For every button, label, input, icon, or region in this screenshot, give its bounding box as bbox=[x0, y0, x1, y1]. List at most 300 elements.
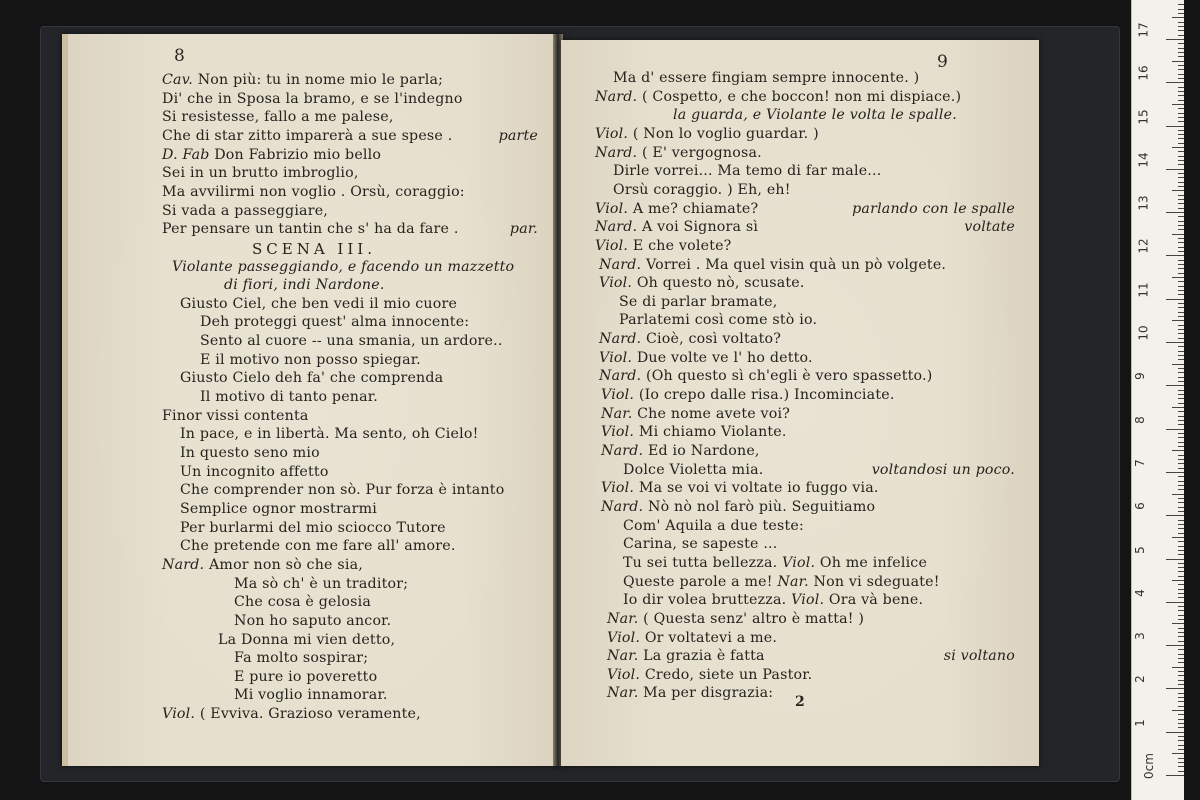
signature-mark: 2 bbox=[795, 694, 805, 710]
ruler-tick bbox=[1178, 701, 1184, 702]
text-line bbox=[180, 538, 456, 554]
text-line bbox=[180, 464, 329, 480]
text-line bbox=[619, 294, 777, 310]
ruler-tick bbox=[1178, 511, 1184, 512]
text-line bbox=[234, 613, 391, 629]
line-text: Orsù coraggio. ) Eh, eh! bbox=[613, 181, 791, 198]
line-text: Cioè, così voltato? bbox=[645, 331, 782, 348]
ruler-tick bbox=[1172, 147, 1184, 148]
line-text: Per burlarmi del mio sciocco Tutore bbox=[180, 519, 446, 536]
speaker-label: Nard. bbox=[595, 219, 638, 236]
text-line bbox=[180, 296, 457, 312]
ruler-tick bbox=[1178, 273, 1184, 274]
ruler-tick bbox=[1178, 411, 1184, 412]
text-line bbox=[601, 387, 895, 403]
ruler-tick bbox=[1178, 294, 1184, 295]
ruler-tick bbox=[1178, 520, 1184, 521]
text-line bbox=[234, 594, 371, 610]
ruler-tick bbox=[1178, 74, 1184, 75]
text-line bbox=[200, 352, 421, 368]
ruler-tick bbox=[1166, 559, 1184, 560]
ruler-tick bbox=[1178, 281, 1184, 282]
text-line bbox=[595, 201, 758, 217]
ruler-tick bbox=[1178, 584, 1184, 585]
line-text: E il motivo non posso spiegar. bbox=[200, 351, 421, 368]
ruler-tick bbox=[1178, 468, 1184, 469]
ruler-label: 3 bbox=[1132, 632, 1147, 640]
text-line bbox=[162, 109, 394, 125]
line-text: Che cosa è gelosia bbox=[234, 594, 371, 611]
line-text: Di' che in Sposa la bramo, e se l'indegno bbox=[162, 90, 463, 107]
ruler-tick bbox=[1178, 745, 1184, 746]
ruler-tick bbox=[1178, 662, 1184, 663]
line-text: ( E' vergognosa. bbox=[641, 144, 762, 161]
line-text: Che di star zitto imparerà a sue spese . bbox=[162, 127, 453, 144]
line-text: E che volete? bbox=[632, 237, 732, 254]
ruler-tick bbox=[1172, 494, 1184, 495]
ruler-tick bbox=[1178, 238, 1184, 239]
page-number-left: 8 bbox=[174, 46, 185, 66]
ruler-tick bbox=[1172, 277, 1184, 278]
ruler-tick bbox=[1178, 164, 1184, 165]
line-text: Ma d' essere fingiam sempre innocente. ) bbox=[613, 70, 920, 86]
line-text: ( Cospetto, e che boccon! non mi dispiace.) bbox=[641, 88, 962, 105]
ruler-tick bbox=[1178, 723, 1184, 724]
ruler-tick bbox=[1172, 320, 1184, 321]
text-line bbox=[613, 163, 881, 179]
ruler-tick bbox=[1178, 113, 1184, 114]
line-text: (Io crepo dalle risa.) Incominciate. bbox=[638, 387, 895, 404]
text-line bbox=[180, 370, 443, 386]
ruler-tick bbox=[1178, 303, 1184, 304]
ruler-tick bbox=[1178, 455, 1184, 456]
text-line bbox=[601, 443, 760, 459]
ruler-tick bbox=[1172, 623, 1184, 624]
ruler-tick bbox=[1166, 342, 1184, 343]
ruler-tick bbox=[1178, 156, 1184, 157]
text-line bbox=[224, 277, 385, 293]
line-text: Mi voglio innamorar. bbox=[234, 687, 388, 704]
line-text: Semplice ognor mostrarmi bbox=[180, 500, 377, 517]
line-text: E pure io poveretto bbox=[234, 668, 378, 685]
ruler-tick bbox=[1178, 229, 1184, 230]
speaker-label: Nard. bbox=[599, 256, 642, 273]
speaker-label: Viol. bbox=[607, 629, 641, 646]
ruler-tick bbox=[1178, 91, 1184, 92]
ruler-tick bbox=[1178, 528, 1184, 529]
text-line bbox=[607, 667, 812, 683]
ruler-tick bbox=[1166, 126, 1184, 127]
text-line bbox=[613, 70, 919, 86]
ruler-tick bbox=[1178, 641, 1184, 642]
text-line bbox=[180, 426, 479, 442]
ruler-tick bbox=[1178, 394, 1184, 395]
ruler-tick bbox=[1178, 43, 1184, 44]
ruler-label: 9 bbox=[1132, 372, 1147, 381]
text-line bbox=[623, 555, 927, 571]
ruler-tick bbox=[1178, 130, 1184, 131]
speaker-label: Nar. bbox=[607, 610, 639, 627]
speaker-label: Viol. bbox=[595, 200, 629, 217]
line-text: Giusto Ciel, che ben vedi il mio cuore bbox=[180, 295, 458, 312]
ruler-tick bbox=[1178, 403, 1184, 404]
ruler-tick bbox=[1178, 606, 1184, 607]
ruler-tick bbox=[1178, 87, 1184, 88]
speaker-label: Nar. bbox=[777, 573, 809, 590]
speaker-label: Viol. bbox=[162, 706, 196, 723]
ruler-tick bbox=[1178, 727, 1184, 728]
ruler-tick bbox=[1178, 610, 1184, 611]
ruler-tick bbox=[1166, 299, 1184, 300]
ruler-tick bbox=[1166, 472, 1184, 473]
ruler-tick bbox=[1178, 199, 1184, 200]
ruler-tick bbox=[1178, 186, 1184, 187]
speaker-label: Viol. bbox=[791, 592, 825, 609]
ruler-tick bbox=[1178, 697, 1184, 698]
ruler-label: 12 bbox=[1136, 238, 1151, 255]
ruler-label: 2 bbox=[1132, 675, 1147, 684]
ruler-tick bbox=[1178, 346, 1184, 347]
text-line bbox=[162, 706, 421, 722]
line-text: Credo, siete un Pastor. bbox=[644, 666, 813, 683]
stage-direction: voltate bbox=[964, 219, 1015, 236]
ruler-tick bbox=[1178, 563, 1184, 564]
ruler-tick bbox=[1178, 576, 1184, 577]
ruler-tick bbox=[1178, 740, 1184, 741]
text-line bbox=[218, 632, 395, 648]
text-line bbox=[607, 630, 777, 646]
ruler-tick bbox=[1178, 143, 1184, 144]
ruler-tick bbox=[1178, 203, 1184, 204]
ruler-label: 14 bbox=[1136, 152, 1151, 168]
ruler-tick bbox=[1178, 355, 1184, 356]
ruler-tick bbox=[1166, 212, 1184, 213]
text-line bbox=[252, 240, 376, 258]
ruler-tick bbox=[1178, 52, 1184, 53]
ruler-tick bbox=[1172, 667, 1184, 668]
line-text: Ma avvilirmi non voglio . Orsù, coraggio: bbox=[162, 183, 465, 200]
ruler-tick bbox=[1166, 732, 1184, 733]
text-line bbox=[607, 611, 864, 627]
ruler-tick bbox=[1178, 593, 1184, 594]
text-line bbox=[601, 406, 790, 422]
ruler-tick bbox=[1178, 524, 1184, 525]
ruler-tick bbox=[1178, 766, 1184, 767]
line-text: Sento al cuore -- una smania, un ardore.. bbox=[200, 333, 503, 350]
ruler-tick bbox=[1178, 100, 1184, 101]
ruler-tick bbox=[1178, 338, 1184, 339]
speaker-label: Nar. bbox=[607, 648, 639, 665]
ruler-tick bbox=[1178, 333, 1184, 334]
ruler-tick bbox=[1178, 377, 1184, 378]
ruler-tick bbox=[1178, 615, 1184, 616]
text-line bbox=[200, 333, 503, 349]
ruler-tick bbox=[1178, 4, 1184, 5]
line-text: Don Fabrizio mio bello bbox=[214, 146, 382, 163]
line-text: Nò nò nol farò più. Seguitiamo bbox=[647, 498, 876, 515]
left-page bbox=[62, 34, 562, 766]
ruler-tick bbox=[1178, 48, 1184, 49]
text-line bbox=[200, 314, 469, 330]
ruler-tick bbox=[1178, 619, 1184, 620]
text-line bbox=[595, 89, 961, 105]
text-line bbox=[180, 501, 377, 517]
scene-heading: SCENA III. bbox=[252, 239, 376, 258]
stage-direction: si voltano bbox=[943, 648, 1015, 665]
ruler-tick bbox=[1166, 429, 1184, 430]
line-text: La Donna mi vien detto, bbox=[218, 631, 396, 648]
ruler-label: 13 bbox=[1136, 195, 1151, 211]
text-line bbox=[162, 203, 328, 219]
ruler-tick bbox=[1172, 104, 1184, 105]
ruler-tick bbox=[1178, 65, 1184, 66]
text-line bbox=[599, 275, 805, 291]
ruler-tick bbox=[1178, 628, 1184, 629]
line-text: Com' Aquila a due teste: bbox=[623, 517, 804, 534]
ruler-tick bbox=[1172, 580, 1184, 581]
ruler-tick bbox=[1178, 195, 1184, 196]
line-text: Ma se voi vi voltate io fuggo via. bbox=[638, 480, 879, 497]
ruler-tick bbox=[1178, 533, 1184, 534]
ruler-tick bbox=[1178, 160, 1184, 161]
ruler-tick bbox=[1178, 719, 1184, 720]
speaker-label: Viol. bbox=[601, 387, 635, 404]
ruler-label: 17 bbox=[1136, 22, 1151, 38]
stage-direction: parlando con le spalle bbox=[852, 200, 1015, 217]
text-line bbox=[234, 669, 377, 685]
line-text: Non ho saputo ancor. bbox=[234, 612, 392, 629]
text-line bbox=[601, 480, 879, 496]
ruler-tick bbox=[1178, 489, 1184, 490]
ruler-tick bbox=[1178, 459, 1184, 460]
ruler-tick bbox=[1178, 329, 1184, 330]
text-line bbox=[623, 518, 804, 534]
text-line bbox=[601, 499, 875, 515]
ruler-tick bbox=[1178, 95, 1184, 96]
ruler-tick bbox=[1178, 632, 1184, 633]
ruler-tick bbox=[1178, 433, 1184, 434]
ruler-tick bbox=[1178, 771, 1184, 772]
measurement-ruler bbox=[1131, 0, 1184, 800]
text-line bbox=[613, 182, 791, 198]
line-text: (Oh questo sì ch'egli è vero spassetto.) bbox=[645, 368, 933, 385]
ruler-tick bbox=[1178, 264, 1184, 265]
ruler-tick bbox=[1178, 420, 1184, 421]
line-text: Oh me infelice bbox=[819, 554, 928, 571]
ruler-label: 16 bbox=[1136, 65, 1151, 81]
speaker-label: Viol. bbox=[595, 237, 629, 254]
ruler-tick bbox=[1166, 602, 1184, 603]
stage-direction: voltandosi un poco. bbox=[871, 461, 1015, 478]
line-text: Se di parlar bramate, bbox=[619, 293, 778, 310]
ruler-tick bbox=[1166, 515, 1184, 516]
text-line bbox=[607, 648, 765, 664]
ruler-tick bbox=[1178, 498, 1184, 499]
speaker-label: Nard. bbox=[595, 88, 638, 105]
ruler-tick bbox=[1172, 450, 1184, 451]
speaker-label: Nard. bbox=[162, 556, 205, 573]
ruler-tick bbox=[1178, 251, 1184, 252]
line-text: Oh questo nò, scusate. bbox=[636, 275, 805, 292]
line-text: Non vi sdeguate! bbox=[813, 573, 940, 590]
text-line bbox=[623, 536, 777, 552]
ruler-tick bbox=[1178, 541, 1184, 542]
text-line bbox=[162, 91, 463, 107]
speaker-label: Viol. bbox=[782, 554, 816, 571]
ruler-tick bbox=[1166, 255, 1184, 256]
ruler-tick bbox=[1178, 485, 1184, 486]
ruler-tick bbox=[1166, 82, 1184, 83]
ruler-tick bbox=[1178, 758, 1184, 759]
ruler-tick bbox=[1166, 169, 1184, 170]
ruler-tick bbox=[1178, 736, 1184, 737]
line-text: Parlatemi così come stò io. bbox=[619, 312, 818, 329]
line-text: Vorrei . Ma quel visin quà un pò volgete. bbox=[645, 256, 947, 273]
ruler-tick bbox=[1178, 463, 1184, 464]
ruler-tick bbox=[1166, 645, 1184, 646]
text-line bbox=[180, 482, 504, 498]
ruler-tick bbox=[1166, 688, 1184, 689]
line-text: Sei in un brutto imbroglio, bbox=[162, 165, 359, 182]
text-line bbox=[595, 145, 762, 161]
ruler-tick bbox=[1166, 385, 1184, 386]
ruler-tick bbox=[1178, 680, 1184, 681]
ruler-tick bbox=[1178, 507, 1184, 508]
line-text: A voi Signora sì bbox=[641, 219, 759, 236]
ruler-label: 15 bbox=[1136, 108, 1151, 125]
ruler-tick bbox=[1178, 693, 1184, 694]
line-text: Dolce Violetta mia. bbox=[623, 461, 764, 478]
ruler-tick bbox=[1178, 30, 1184, 31]
ruler-tick bbox=[1178, 571, 1184, 572]
ruler-tick bbox=[1166, 39, 1184, 40]
text-line bbox=[162, 408, 309, 424]
line-text: In pace, e in libertà. Ma sento, oh Cielo! bbox=[180, 426, 479, 443]
ruler-tick bbox=[1178, 117, 1184, 118]
ruler-tick bbox=[1178, 567, 1184, 568]
ruler-label: 11 bbox=[1136, 282, 1151, 298]
ruler-tick bbox=[1178, 636, 1184, 637]
line-text: Amor non sò che sia, bbox=[208, 556, 363, 573]
ruler-tick bbox=[1178, 151, 1184, 152]
ruler-tick bbox=[1178, 221, 1184, 222]
text-line bbox=[623, 592, 923, 608]
text-line bbox=[595, 238, 732, 254]
ruler-tick bbox=[1178, 56, 1184, 57]
line-text: ( Non lo voglio guardar. ) bbox=[632, 125, 819, 142]
stage-direction: parte bbox=[498, 127, 538, 144]
line-text: Queste parole a me! bbox=[623, 573, 773, 590]
ruler-tick bbox=[1172, 61, 1184, 62]
text-line bbox=[599, 257, 946, 273]
line-text: Io dir volea bruttezza. bbox=[623, 592, 787, 609]
text-line bbox=[623, 574, 940, 590]
line-text: Ma per disgrazia: bbox=[643, 685, 774, 702]
line-text: Deh proteggi quest' alma innocente: bbox=[200, 314, 470, 331]
ruler-label: 4 bbox=[1132, 588, 1147, 597]
speaker-label: Viol. bbox=[601, 424, 635, 441]
ruler-tick bbox=[1172, 234, 1184, 235]
ruler-tick bbox=[1178, 182, 1184, 183]
line-text: A me? chiamate? bbox=[632, 200, 759, 217]
line-text: La grazia è fatta bbox=[643, 648, 765, 665]
text-line bbox=[162, 128, 452, 144]
ruler-tick bbox=[1178, 481, 1184, 482]
speaker-label: Viol. bbox=[601, 480, 635, 497]
speaker-label: D. Fab bbox=[162, 146, 210, 163]
text-line bbox=[595, 219, 758, 235]
ruler-tick bbox=[1178, 658, 1184, 659]
ruler-tick bbox=[1178, 216, 1184, 217]
text-line bbox=[234, 576, 408, 592]
ruler-tick bbox=[1178, 22, 1184, 23]
text-line bbox=[599, 331, 781, 347]
ruler-tick bbox=[1178, 649, 1184, 650]
line-text: Per pensare un tantin che s' ha da fare . bbox=[162, 221, 459, 238]
ruler-tick bbox=[1178, 9, 1184, 10]
line-text: Giusto Cielo deh fa' che comprenda bbox=[180, 370, 444, 387]
ruler-tick bbox=[1178, 675, 1184, 676]
ruler-tick bbox=[1178, 312, 1184, 313]
ruler-tick bbox=[1178, 372, 1184, 373]
ruler-tick bbox=[1178, 671, 1184, 672]
text-line bbox=[162, 184, 465, 200]
ruler-tick bbox=[1172, 710, 1184, 711]
ruler-tick bbox=[1178, 177, 1184, 178]
ruler-tick bbox=[1172, 190, 1184, 191]
ruler-tick bbox=[1178, 26, 1184, 27]
ruler-tick bbox=[1178, 706, 1184, 707]
ruler-tick bbox=[1178, 437, 1184, 438]
text-line bbox=[607, 685, 773, 701]
ruler-tick bbox=[1178, 35, 1184, 36]
ruler-tick bbox=[1178, 762, 1184, 763]
line-text: Un incognito affetto bbox=[180, 463, 329, 480]
right-page bbox=[561, 40, 1039, 766]
text-line bbox=[234, 650, 368, 666]
ruler-tick bbox=[1172, 17, 1184, 18]
ruler-tick bbox=[1178, 546, 1184, 547]
speaker-label: Nar. bbox=[601, 405, 633, 422]
speaker-label: Viol. bbox=[607, 666, 641, 683]
line-text: Tu sei tutta bellezza. bbox=[623, 554, 778, 571]
ruler-tick bbox=[1178, 108, 1184, 109]
text-line bbox=[180, 520, 446, 536]
ruler-tick bbox=[1178, 173, 1184, 174]
ruler-label: 0cm bbox=[1141, 753, 1156, 779]
text-line bbox=[162, 165, 359, 181]
ruler-tick bbox=[1178, 476, 1184, 477]
line-text: Dirle vorrei... Ma temo di far male... bbox=[613, 163, 882, 180]
speaker-label: Nar. bbox=[607, 685, 639, 702]
speaker-label: Nard. bbox=[599, 368, 642, 385]
ruler-tick bbox=[1178, 121, 1184, 122]
text-line bbox=[599, 368, 932, 384]
text-line bbox=[599, 350, 813, 366]
line-text: ( Questa senz' altro è matta! ) bbox=[643, 610, 865, 627]
text-line bbox=[601, 424, 787, 440]
ruler-tick bbox=[1178, 69, 1184, 70]
line-text: Ed io Nardone, bbox=[647, 443, 760, 459]
text-line bbox=[234, 687, 388, 703]
ruler-tick bbox=[1178, 78, 1184, 79]
ruler-tick bbox=[1178, 286, 1184, 287]
ruler-tick bbox=[1166, 775, 1184, 776]
ruler-tick bbox=[1178, 597, 1184, 598]
text-line bbox=[180, 445, 320, 461]
ruler-tick bbox=[1172, 364, 1184, 365]
text-line bbox=[162, 221, 459, 237]
